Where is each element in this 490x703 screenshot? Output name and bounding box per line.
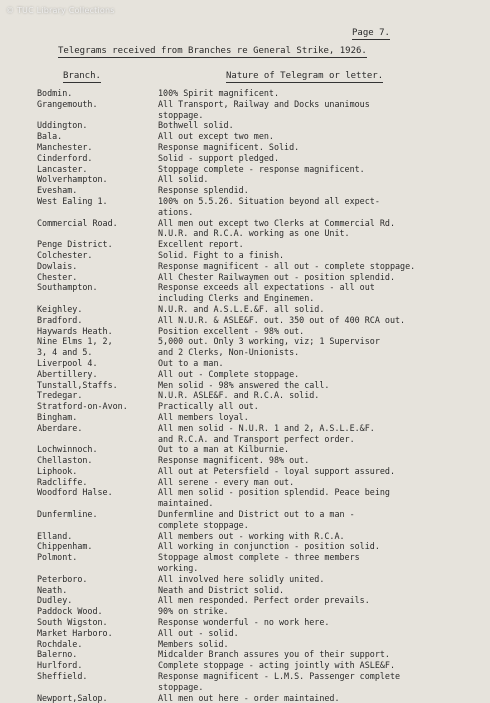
table-row [0, 120, 490, 131]
telegram-text: All Transport, Railway and Docks unanimous [158, 98, 370, 109]
table-row [0, 585, 490, 596]
branch-name: South Wigston. [37, 617, 108, 628]
telegram-text: Men solid - 98% answered the call. [158, 379, 330, 390]
table-row [0, 336, 490, 347]
table-row [0, 444, 490, 455]
table-row [0, 477, 490, 488]
table-row [0, 682, 490, 693]
table-row [0, 617, 490, 628]
telegram-text: All solid. [158, 174, 209, 185]
branch-name: Tredegar. [37, 390, 83, 401]
branch-name: Stratford-on-Avon. [37, 401, 128, 412]
telegram-text: including Clerks and Enginemen. [158, 293, 315, 304]
branch-name: Peterboro. [37, 573, 88, 584]
telegram-text: All members out - working with R.C.A. [158, 530, 345, 541]
telegram-text: 100% Spirit magnificent. [158, 88, 280, 98]
telegram-text: Practically all out. [158, 401, 259, 412]
table-row [0, 520, 490, 531]
telegram-text: 5,000 out. Only 3 working, viz; 1 Supervisor [158, 336, 380, 347]
telegram-text: All working in conjunction - position solid. [158, 541, 380, 552]
branch-header-underline [63, 82, 101, 83]
telegram-text: Response splendid. [158, 185, 249, 196]
table-row [0, 174, 490, 185]
telegram-text: 90% on strike. [158, 606, 229, 617]
table-row [0, 272, 490, 283]
table-row [0, 639, 490, 650]
telegram-text: Response exceeds all expectations - all out [158, 282, 375, 293]
telegram-text: stoppage. [158, 109, 204, 120]
telegram-list [0, 88, 490, 703]
branch-name: Chippenham. [37, 541, 93, 552]
table-row [0, 228, 490, 239]
branch-name: Sheffield. [37, 671, 88, 682]
branch-name: Liverpool 4. [37, 357, 98, 368]
branch-name: Newport,Salop. [37, 692, 108, 703]
branch-name: Nine Elms 1, 2, [37, 336, 113, 347]
telegram-text: All N.U.R. & ASLE&F. out. 350 out of 400 RCA out. [158, 314, 406, 325]
telegram-text: Stoppage complete - response magnificent. [158, 163, 365, 174]
telegram-text: Solid - support pledged. [158, 152, 280, 163]
table-row [0, 326, 490, 337]
telegram-text: Stoppage almost complete - three members [158, 552, 360, 563]
telegram-text: maintained. [158, 498, 214, 509]
branch-name: Lancaster. [37, 163, 88, 174]
telegram-text: complete stoppage. [158, 519, 249, 530]
branch-name: Evesham. [37, 185, 78, 196]
table-row [0, 693, 490, 703]
telegram-text: All out - solid. [158, 627, 239, 638]
telegram-text: All men responded. Perfect order prevails. [158, 595, 370, 606]
telegram-text: All members loyal. [158, 411, 249, 422]
branch-name: Colchester. [37, 249, 93, 260]
table-row [0, 142, 490, 153]
branch-name: West Ealing 1. [37, 195, 108, 206]
branch-name: Elland. [37, 530, 73, 541]
branch-name: Dudley. [37, 595, 73, 606]
branch-name: Uddington. [37, 120, 88, 131]
branch-name: Radcliffe. [37, 476, 88, 487]
document-title-text: Telegrams received from Branches re General Strike, 1926. [58, 46, 367, 56]
table-row [0, 110, 490, 121]
table-row [0, 131, 490, 142]
telegram-text: All out except two men. [158, 131, 274, 142]
branch-name: Abertillery. [37, 368, 98, 379]
telegram-text: Bothwell solid. [158, 120, 234, 131]
column-header-branch [63, 71, 101, 83]
branch-name: Bodmin. [37, 88, 73, 98]
page-number-underline [352, 39, 390, 40]
telegram-text: working. [158, 563, 199, 574]
telegram-text: N.U.R. ASLE&F. and R.C.A. solid. [158, 390, 320, 401]
telegram-text: and R.C.A. and Transport perfect order. [158, 433, 355, 444]
table-row [0, 498, 490, 509]
branch-name: Aberdare. [37, 422, 83, 433]
document-title [58, 46, 367, 58]
table-row [0, 358, 490, 369]
telegram-text: stoppage. [158, 681, 204, 692]
telegram-text: All men out except two Clerks at Commercial Rd. [158, 217, 395, 228]
telegram-text: All men solid - N.U.R. 1 and 2, A.S.L.E.&F. [158, 422, 375, 433]
nature-header-underline [226, 82, 383, 83]
title-underline [58, 57, 367, 58]
branch-name: Hurlford. [37, 660, 83, 671]
telegram-text: Complete stoppage - acting jointly with ASLE&F. [158, 660, 395, 671]
telegram-text: ations. [158, 206, 194, 217]
table-row [0, 153, 490, 164]
telegram-text: All involved here solidly united. [158, 573, 325, 584]
branch-name: Keighley. [37, 303, 83, 314]
branch-name: Wolverhampton. [37, 174, 108, 185]
telegram-text: Position excellent - 98% out. [158, 325, 305, 336]
branch-name: Bingham. [37, 411, 78, 422]
telegram-text: All out - Complete stoppage. [158, 368, 300, 379]
table-row [0, 628, 490, 639]
telegram-text: All serene - every man out. [158, 476, 295, 487]
telegram-text: 100% on 5.5.26. Situation beyond all expect- [158, 195, 380, 206]
table-row [0, 412, 490, 423]
telegram-text: Members solid. [158, 638, 229, 649]
branch-name: Commercial Road. [37, 217, 118, 228]
telegram-text: Dunfermline and District out to a man - [158, 509, 355, 520]
branch-name: Lochwinnoch. [37, 444, 98, 455]
telegram-text: N.U.R. and A.S.L.E.&F. all solid. [158, 303, 325, 314]
table-row [0, 434, 490, 445]
branch-name: Balerno. [37, 649, 78, 660]
branch-name: Woodford Halse. [37, 487, 113, 498]
page-number [352, 28, 390, 40]
branch-name: Grangemouth. [37, 98, 98, 109]
telegram-text: All men out here - order maintained. [158, 692, 340, 703]
table-row [0, 552, 490, 563]
telegram-text: All out at Petersfield - loyal support assured. [158, 465, 395, 476]
table-row [0, 347, 490, 358]
telegram-text: All Chester Railwaymen out - position splendid. [158, 271, 395, 282]
telegram-text: Out to a man at Kilburnie. [158, 444, 290, 455]
table-row [0, 541, 490, 552]
table-row [0, 466, 490, 477]
table-row [0, 595, 490, 606]
telegram-text: Neath and District solid. [158, 584, 285, 595]
table-row [0, 369, 490, 380]
column-header-nature [226, 71, 383, 83]
branch-name: Haywards Heath. [37, 325, 113, 336]
table-row [0, 649, 490, 660]
table-row [0, 455, 490, 466]
table-row [0, 218, 490, 229]
table-row [0, 660, 490, 671]
branch-name: Bradford. [37, 314, 83, 325]
branch-name: Cinderford. [37, 152, 93, 163]
telegram-text: N.U.R. and R.C.A. working as one Unit. [158, 228, 350, 239]
branch-name: Manchester. [37, 141, 93, 152]
branch-name: Dowlais. [37, 260, 78, 271]
telegram-text: Response magnificent - L.M.S. Passenger complete [158, 671, 401, 682]
telegram-text: Response magnificent - all out - complete stoppage. [158, 260, 416, 271]
table-row [0, 261, 490, 272]
table-row [0, 99, 490, 110]
column-header-nature-text: Nature of Telegram or letter. [226, 71, 384, 81]
table-row [0, 390, 490, 401]
branch-name: Rochdale. [37, 638, 83, 649]
telegram-text: Midcalder Branch assures you of their support. [158, 649, 390, 660]
branch-name: Bala. [37, 131, 63, 142]
telegram-text: and 2 Clerks, Non-Unionists. [158, 347, 300, 358]
table-row [0, 293, 490, 304]
page-number-text: Page 7. [352, 28, 390, 38]
table-row [0, 88, 490, 99]
telegram-text: All men solid - position splendid. Peace being [158, 487, 390, 498]
copyright-watermark: © TUC Library Collections [6, 6, 115, 15]
table-row [0, 196, 490, 207]
branch-name: Penge District. [37, 239, 113, 250]
table-row [0, 304, 490, 315]
branch-name: 3, 4 and 5. [37, 347, 93, 358]
table-row [0, 509, 490, 520]
branch-name: Chellaston. [37, 455, 93, 466]
table-row [0, 164, 490, 175]
table-row [0, 531, 490, 542]
table-row [0, 563, 490, 574]
table-row [0, 207, 490, 218]
branch-name: Liphook. [37, 465, 78, 476]
branch-name: Southampton. [37, 282, 98, 293]
branch-name: Market Harboro. [37, 627, 113, 638]
telegram-text: Solid. Fight to a finish. [158, 249, 285, 260]
branch-name: Paddock Wood. [37, 606, 103, 617]
table-row [0, 401, 490, 412]
branch-name: Polmont. [37, 552, 78, 563]
telegram-text: Excellent report. [158, 239, 244, 250]
branch-name: Dunfermline. [37, 509, 98, 520]
branch-name: Neath. [37, 584, 68, 595]
telegram-text: Response magnificent. 98% out. [158, 455, 310, 466]
table-row [0, 423, 490, 434]
table-row [0, 487, 490, 498]
column-header-branch-text: Branch. [63, 71, 101, 81]
table-row [0, 671, 490, 682]
telegram-text: Response magnificent. Solid. [158, 141, 300, 152]
table-row [0, 606, 490, 617]
table-row [0, 574, 490, 585]
table-row [0, 315, 490, 326]
branch-name: Chester. [37, 271, 78, 282]
table-row [0, 250, 490, 261]
table-row [0, 185, 490, 196]
table-row [0, 282, 490, 293]
table-row [0, 380, 490, 391]
telegram-text: Response wonderful - no work here. [158, 617, 330, 628]
table-row [0, 239, 490, 250]
telegram-text: Out to a man. [158, 357, 224, 368]
branch-name: Tunstall,Staffs. [37, 379, 118, 390]
